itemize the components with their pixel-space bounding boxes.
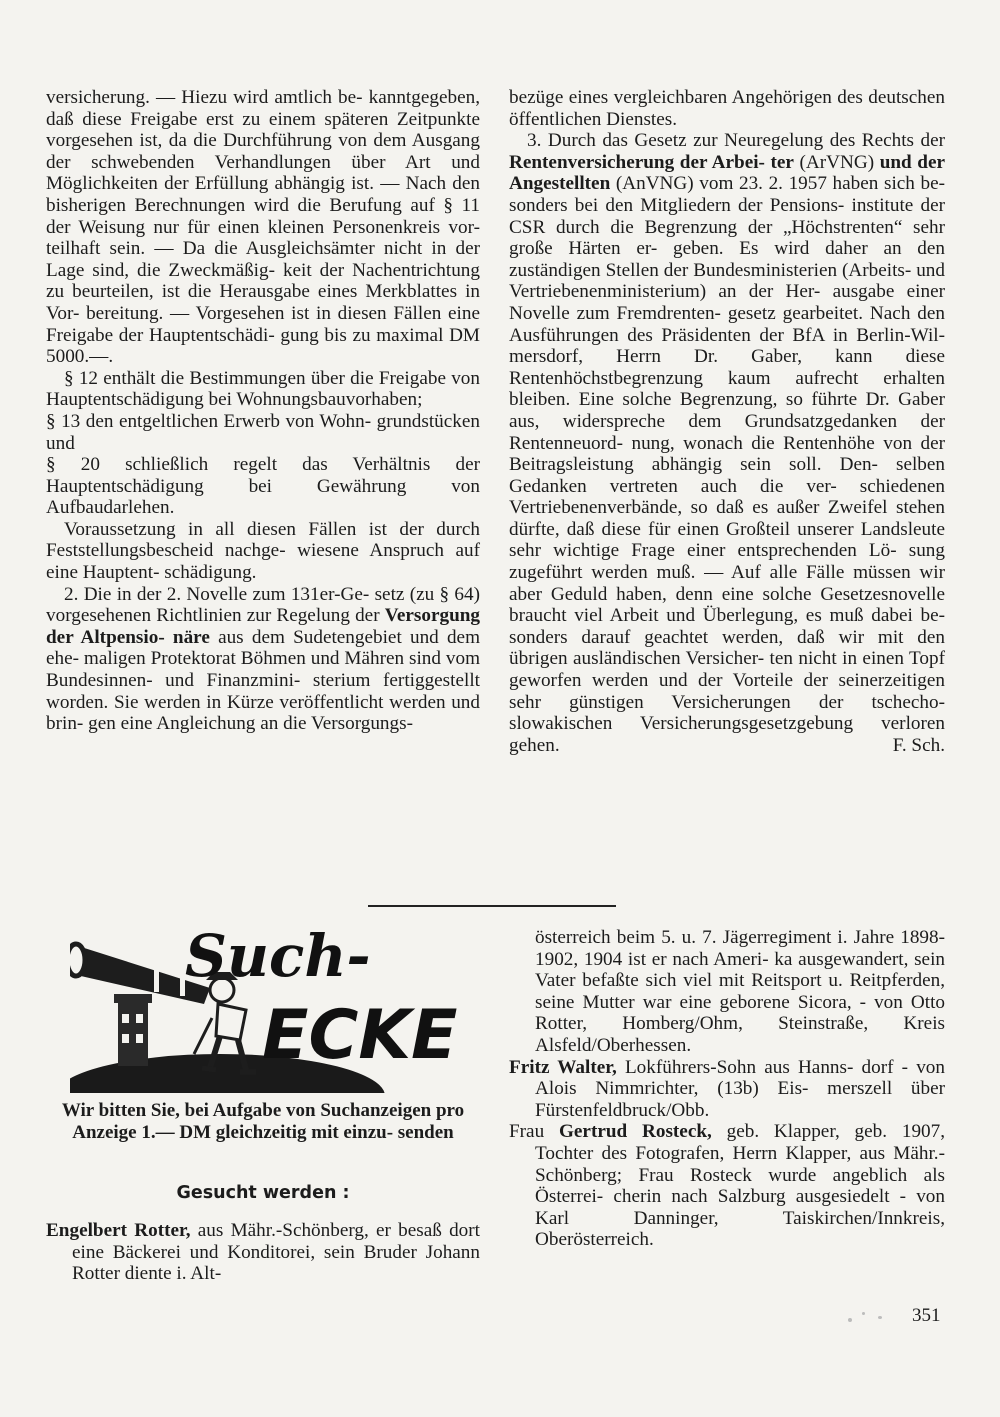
bold-rentenversicherung: Rentenversicherung der Arbei- ter — [509, 151, 794, 173]
entry-name: Gertrud Rosteck, — [558, 1121, 712, 1143]
paragraph-item-3: 3. Durch das Gesetz zur Neuregelung des Rechts der Rentenversicherung der Arbei- ter (ArVNG) und der Angestellten (AnVNG) vom 23. 2. 1957 haben sich be- sonders bei den Mitgliedern der Pensions- institute der CSR durch die Begrenzung der „Höchstrenten“ sehr große Härten er- geben. Es wird daher an den zuständigen Stellen der Bundesministerien (Arbeits- und Vertriebenenministerium) an der Her- ausgabe einer Novelle zum Fremdrenten- gesetz gearbeitet. Nach den Ausführungen des Präsidenten der BfA in Berlin-Wil- mersdorf, Herrn Dr. Gaber, kann diese Rentenhöchstbegrenzung kaum aufrecht erhalten bleiben. Eine solche Begrenzung, so führte Dr. Gaber aus, widerspreche dem Grundsatzgedanken der Rentenneuord- nung, wonach die Rentenhöhe von der Beitragsleistung abhängig sein soll. Den- selben Gedanken vertreten auch die ver- schiedenen Vertriebenenverbände, so daß es außer Zweifel stehen dürfte, daß diese für einen Großteil unserer Landsleute sehr wichtige Frage einer entsprechenden Lö- sung zugeführt werden muß. — Auf alle Fälle müssen wir aber Geduld haben, denn eine solche Gesetzesnovelle braucht viel Arbeit und Überlegung, es muß dabei be- sonders darauf geachtet werden, daß wir mit den übrigen ausländischen Versicher- ten nicht in einen Topf geworfen werden und der Vorteile der seinerzeitigen sehr günstigen Versicherungen der tschecho- slowakischen Versicherungsgesetzgebung verloren gehen. F. Sch. — [509, 130, 945, 756]
paragraph-voraussetzung: Voraussetzung in all diesen Fällen ist der durch Feststellungsbescheid nachge- wiesene Anspruch auf eine Hauptent- schädigung. — [46, 518, 480, 584]
entry-fritz-walter: Fritz Walter, Lokführers-Sohn aus Hanns- dorf - von Alois Nimmrichter, (13b) Eis- merszell über Fürstenfeldbruck/Obb. — [509, 1056, 945, 1121]
paragraph-bezuege: bezüge eines vergleichbaren Angehörigen des deutschen öffentlichen Dienstes. — [509, 87, 945, 130]
print-speck — [878, 1316, 882, 1319]
bold-altpensionaere: Versorgung der Altpensio- näre — [46, 605, 480, 648]
paragraph-section-20: § 20 schließlich regelt das Verhältnis der Hauptentschädigung bei Gewährung von Aufbaudarlehen. — [46, 454, 480, 519]
print-speck — [862, 1312, 865, 1315]
logo-ecke-text: ECKE — [262, 996, 458, 1075]
page-number: 351 — [912, 1305, 941, 1326]
search-entries-right — [509, 927, 945, 1251]
entry-rotter-continued: österreich beim 5. u. 7. Jägerregiment i. Jahre 1898-1902, 1904 ist er nach Ameri- ka ausgewandert, sein Vater befaßte sich viel mit Reitsport u. Reitpferden, seine Mutter war eine geborene Sicora, - von Otto Rotter, Homberg/Ohm, Steinstraße, Kreis Alsfeld/Oberhessen. — [535, 927, 945, 1056]
entry-gertrud-rosteck: Frau Gertrud Rosteck, geb. Klapper, geb. 1907, Tochter des Fotografen, Herrn Klapper, aus Mähr.-Schönberg; Frau Rosteck wurde angeblich als Österrei- cherin nach Salzburg ausgesiedelt - von Karl Danninger, Taiskirchen/Innkreis, Oberösterreich. — [509, 1121, 946, 1251]
paragraph-versicherung: versicherung. — Hiezu wird amtlich be- kanntgegeben, daß diese Freigabe erst zu einem späteren Zeitpunkte vorgesehen ist, da die Durchführung von dem Ausgang der schwebenden Verhandlungen über Art und Möglichkeiten der Erfüllung abhängig ist. — Nach den bisherigen Berechnungen wird die Berufung auf § 11 der Weisung nur für einen kleinen Personenkreis vor- teilhaft sein. — Da die Ausgleichsämter nicht in der Lage sind, die Zweckmäßig- keit der Nachentrichtung zu beurteilen, ist die Herausgabe eines Merkblattes in Vor- bereitung. — Vorgesehen ist in diesen Fällen eine Freigabe der Hauptentschädi- gung bis zu maximal DM 5000.—. — [46, 87, 480, 368]
ad-notice: Wir bitten Sie, bei Aufgabe von Suchanzeigen pro Anzeige 1.— DM gleichzeitig mit einzu- senden — [61, 1100, 465, 1143]
entry-engelbert-rotter: Engelbert Rotter, aus Mähr.-Schönberg, er besaß dort eine Bäckerei und Konditorei, sein Bruder Johann Rotter diente i. Alt- — [46, 1220, 480, 1285]
left-column-article — [46, 87, 480, 735]
such-ecke-logo — [70, 918, 480, 1093]
gesucht-heading: Gesucht werden : — [176, 1183, 350, 1203]
entry-name: Engelbert Rotter, — [46, 1220, 191, 1241]
print-speck — [848, 1318, 852, 1322]
paragraph-item-2: 2. Die in der 2. Novelle zum 131er-Ge- setz (zu § 64) vorgesehenen Richtlinien zur Regelung der Versorgung der Altpensio- näre aus dem Sudetengebiet und dem ehe- maligen Protektorat Böhmen und Mähren sind vom Bundesinnen- und Finanzmini- sterium fertiggestellt worden. Sie werden in Kürze veröffentlicht werden und brin- gen eine Angleichung an die Versorgungs- — [46, 583, 480, 735]
entry-name: Fritz Walter, — [509, 1056, 617, 1078]
paragraph-section-12: § 12 enthält die Bestimmungen über die Freigabe von Hauptentschädigung bei Wohnungsbauvorhaben; — [46, 367, 480, 411]
paragraph-section-13: § 13 den entgeltlichen Erwerb von Wohn- grundstücken und — [46, 410, 480, 454]
section-divider — [368, 905, 616, 907]
search-entries-left — [46, 1220, 480, 1285]
logo-such-text: Such- — [185, 922, 371, 990]
tower-icon — [114, 994, 152, 1066]
right-column-article — [509, 87, 945, 756]
author-signature: F. Sch. — [892, 734, 945, 756]
bold-angestellten: und der Angestellten — [509, 151, 945, 195]
